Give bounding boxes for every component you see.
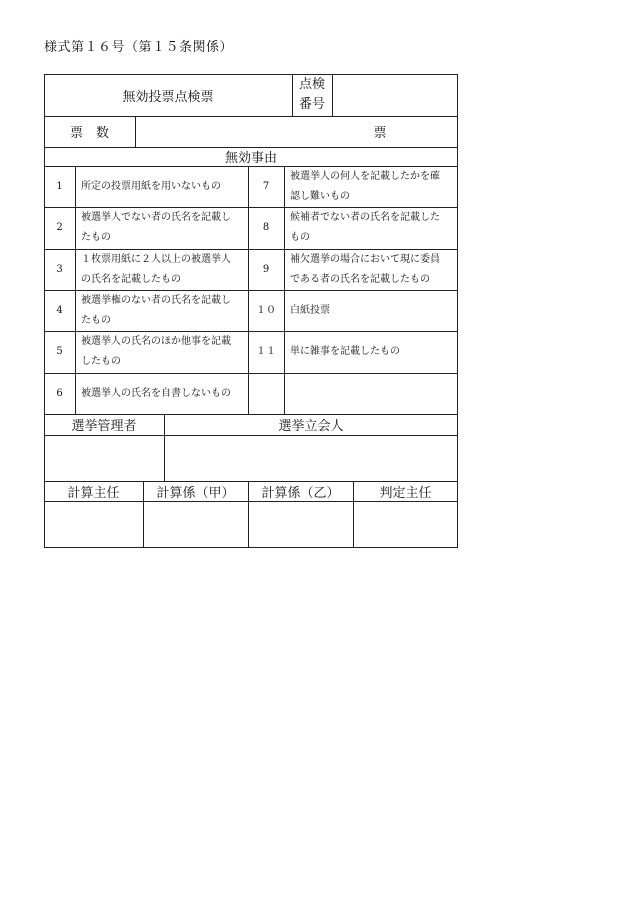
chief-judge-signature-field[interactable] [353,501,458,548]
reason-number: 5 [56,346,63,357]
check-number-field[interactable] [332,74,458,116]
reason-number: 1 [56,180,63,192]
reason-number: 4 [56,304,63,316]
reason-number: 6 [56,387,63,399]
reason-number: 3 [56,263,63,275]
reason-text: １枚票用紙に２人以上の被選挙人 の氏名を記載したもの [81,254,231,285]
election-manager-signature-field[interactable] [44,435,164,481]
reason-text: 所定の投票用紙を用いないもの [81,180,221,192]
counter-a-label: 計算係（甲） [156,485,235,501]
vote-count-label: 票 数 [69,126,109,141]
vote-count-unit: 票 [373,126,387,141]
reason-number: １１ [256,346,276,357]
check-number-label-line2: 番号 [298,97,325,112]
reason-text: 被選挙人の氏名を自書しないもの [81,387,231,399]
form-title: 無効投票点検票 [122,89,214,105]
election-manager-label: 選挙管理者 [71,419,137,434]
reason-text: 単に雑事を記載したもの [290,346,400,357]
empty-reason-cell [248,373,458,414]
check-number-label [292,74,332,116]
reason-text: 補欠選挙の場合において現に委員 である者の氏名を記載したもの [290,254,440,285]
chief-counter-label: 計算主任 [67,485,120,501]
chief-judge-label: 判定主任 [379,485,432,501]
reason-text: 被選挙人でない者の氏名を記載し たもの [81,212,231,243]
check-number-label-line1: 点検 [298,77,325,92]
counter-b-label: 計算係（乙） [261,485,340,501]
reason-number: 8 [262,222,270,233]
reason-text: 被選挙権のない者の氏名を記載し たもの [81,295,231,326]
counter-b-signature-field[interactable] [248,501,353,548]
reason-number: 9 [262,263,270,275]
reason-text: 候補者でない者の氏名を記載した もの [290,212,440,243]
invalid-reasons-header: 無効事由 [224,151,277,166]
election-witness-signature-field[interactable] [164,435,458,481]
reason-text: 白紙投票 [290,304,330,316]
reason-number: 2 [56,222,63,233]
reason-number: 7 [262,180,270,192]
election-witness-label: 選挙立会人 [278,419,344,434]
vote-count-field[interactable] [135,116,365,147]
counter-a-signature-field[interactable] [143,501,248,548]
reason-number: １０ [256,304,276,316]
form-number: 様式第１６号（第１５条関係） [44,40,234,55]
reason-text: 被選挙人の氏名のほか他事を記載 したもの [81,336,231,367]
reason-text: 被選挙人の何人を記載したかを確 認し難いもの [290,171,440,202]
chief-counter-signature-field[interactable] [44,501,143,548]
